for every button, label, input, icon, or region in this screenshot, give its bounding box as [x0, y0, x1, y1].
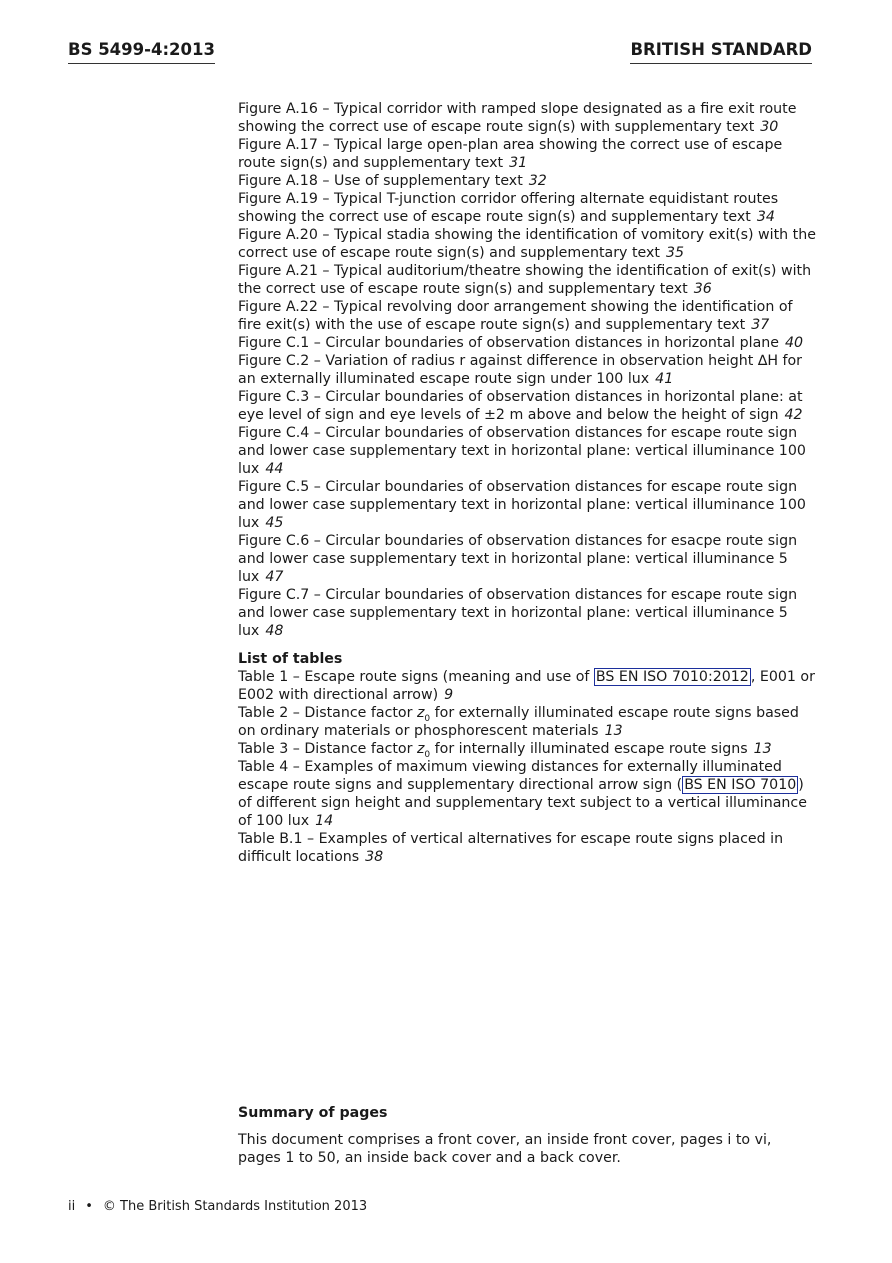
page-footer	[68, 1199, 367, 1215]
figure-entry: Figure C.2 – Variation of radius r against difference in observation height ∆H for an externally illuminated escape route sign under 100 lux 41	[238, 353, 803, 387]
table-entry: Table B.1 – Examples of vertical alternatives for escape route signs placed in difficult locations 38	[238, 831, 784, 865]
figure-entry: Figure A.20 – Typical stadia showing the identification of vomitory exit(s) with the correct use of escape route sign(s) and supplementary text 35	[238, 227, 816, 261]
summary-text: This document comprises a front cover, an inside front cover, pages i to vi, pages 1 to 50, an inside back cover and a back cover.	[238, 1132, 772, 1166]
figure-entry: Figure A.17 – Typical large open-plan area showing the correct use of escape route sign(s) and supplementary text 31	[238, 137, 783, 171]
publisher-label: BRITISH STANDARD	[630, 40, 812, 64]
figure-entry: Figure A.19 – Typical T-junction corridor offering alternate equidistant routes showing the correct use of escape route sign(s) and supplementary text 34	[238, 191, 779, 225]
figure-entry: Figure C.7 – Circular boundaries of observation distances for escape route sign and lower case supplementary text in horizontal plane: vertical illuminance 5 lux 48	[238, 587, 798, 639]
figure-entry: Figure C.6 – Circular boundaries of observation distances for esacpe route sign and lower case supplementary text in horizontal plane: vertical illuminance 5 lux 47	[238, 533, 798, 585]
table-entry: Table 1 – Escape route signs (meaning and use of BS EN ISO 7010:2012 , E001 or E002 with directional arrow) 9	[238, 669, 815, 703]
figure-entry: Figure A.16 – Typical corridor with ramped slope designated as a fire exit route showing the correct use of escape route sign(s) with supplementary text 30	[238, 101, 797, 135]
list-of-tables-heading: List of tables	[238, 651, 343, 667]
table-entry: Table 4 – Examples of maximum viewing distances for externally illuminated escape route signs and supplementary directional arrow sign ( BS EN ISO 7010 ) of different sign height and supplementary text subject to a vertical illuminance of 100 lux 14	[238, 759, 807, 829]
bullet-separator: •	[85, 1199, 93, 1214]
figure-entry: Figure C.3 – Circular boundaries of observation distances in horizontal plane: at eye level of sign and eye levels of ±2 m above and below the height of sign 42	[238, 389, 803, 423]
summary-heading: Summary of pages	[238, 1105, 388, 1121]
table-entry: Table 3 – Distance factor $z_0$ for internally illuminated escape route signs 13	[238, 741, 772, 760]
standard-link[interactable]: BS EN ISO 7010	[684, 777, 797, 793]
document-number: BS 5499-4:2013	[68, 40, 215, 64]
figure-entry: Figure A.22 – Typical revolving door arrangement showing the identification of fire exit(s) with the use of escape route sign(s) and supplementary text 37	[238, 299, 793, 333]
summary-of-pages	[238, 1104, 798, 1167]
figure-entry: Figure C.4 – Circular boundaries of observation distances for escape route sign and lower case supplementary text in horizontal plane: vertical illuminance 100 lux 44	[238, 425, 806, 477]
figure-entry: Figure C.1 – Circular boundaries of observation distances in horizontal plane 40	[238, 335, 804, 351]
figure-entry: Figure A.18 – Use of supplementary text 32	[238, 173, 547, 189]
copyright-notice: © The British Standards Institution 2013	[102, 1199, 368, 1214]
page-number: ii	[68, 1199, 76, 1214]
figure-entry: Figure A.21 – Typical auditorium/theatre showing the identification of exit(s) with the correct use of escape route sign(s) and supplementary text 36	[238, 263, 812, 297]
table-entry: Table 2 – Distance factor $z_0$ for externally illuminated escape route signs based on ordinary materials or phosphorescent materials 13	[238, 705, 799, 739]
standard-link[interactable]: BS EN ISO 7010:2012	[595, 669, 749, 685]
list-of-figures-and-tables	[238, 100, 818, 866]
figure-entry: Figure C.5 – Circular boundaries of observation distances for escape route sign and lower case supplementary text in horizontal plane: vertical illuminance 100 lux 45	[238, 479, 806, 531]
